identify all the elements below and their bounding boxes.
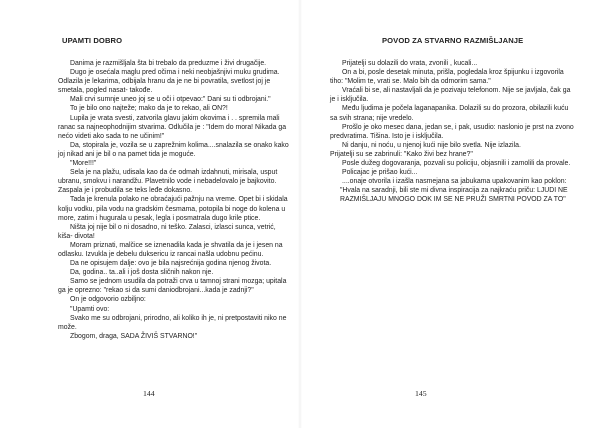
story-body (58, 59, 290, 341)
paragraph: Dugo je osećala maglu pred očima i neki neobjašnjivi muku grudima. Odlazila je lekarima, odbijala hranu da je ne bi povratila, svetlost joj je smetala, pogled nasat- takođe. (58, 69, 280, 95)
paragraph: Policajac je prišao kući... (342, 169, 418, 177)
paragraph: ....onaje otvorila i izašla nasmejana sa jabukama upakovanim kao poklon: (342, 178, 567, 186)
paragraph: Samo se jednom usudila da potraži crva u tamnoj strani mozga; upitala ga je oprezno: "rekao si da sumi daniodbrojani...kada je zadnji?" (58, 278, 287, 295)
story-body (330, 59, 576, 205)
paragraph: Danima je razmišljala šta bi trebalo da preduzme i živi drugačije. (70, 60, 267, 67)
paragraph: On je odgovorio ozbiljno: (70, 296, 146, 304)
paragraph: Svako me su odbrojani, prirodno, ali koliko ih je, ni pretpostaviti niko ne može. (58, 314, 287, 331)
paragraph: Lupila je vrata svesti, zatvorila glavu jakim okovima i . . spremila mali ranac sa najneophodnijim stvarima. Odlučila je : "Idem do mora! Nikada ga nećo videti ako sada to ne učinim!" (58, 114, 287, 140)
page-number: 144 (143, 389, 155, 398)
paragraph: To je bilo ono najteže; mako da je to rekao, ali ON?! (70, 105, 228, 113)
paragraph: "More!!!" (70, 160, 97, 168)
paragraph: Prošlo je oko mesec dana, jedan se, i pak, usudio: naslonio je prst na zvono predvratima. Tišina. Isto je i isključila. (330, 123, 574, 140)
paragraph: Među ljudima je počela laganapanika. Dolazili su do prozora, obilazili kuću sa svih strana; nije vredelo. (330, 105, 569, 122)
paragraph: Prijatelji su dolazili do vrata, zvonili , kucali... (342, 60, 478, 67)
paragraph: Sela je na plažu, udisala kao da će odmah izdahnuti, mirisala, usput ubranu, smokvu i narandžu. Plavetnilo vode i nebadelovalo je bajkovito. Zaspala je i probudila se teks leđe dokasno. (58, 169, 278, 195)
paragraph: Prijatelji su se zabrinuli: "Kako živi bez hrane?" (330, 150, 473, 158)
paragraph: Da ne opisujem dalje: ovo je bila najsrećnija godina njenog života. (70, 260, 272, 268)
right-page (300, 0, 600, 428)
paragraph: Tada je krenula polako ne obraćajući pažnju na vreme. Opet bi i skidala kolju vodku, pila vodu na gradskim česmama, potopila bi noge do kolena u more, zatim i hugurala u pesak, legla i posmatrala dugo krile ptice. (58, 196, 288, 222)
paragraph: Da, stopirala je, vozila se u zaprežnim kolima....snalazila se onako kako joj nikad ani je bil o na pamet tida je moguće. (58, 141, 289, 158)
story-title: POVOD ZA STVARNO RAZMIŠLJANJE (382, 36, 524, 45)
paragraph: Ništa joj nije bil o ni dosadno, ni teško. Zalasci, izlasci sunca, vetrić, kiša- divota! (58, 223, 276, 240)
paragraph: Da, godina.. ta..ali i još dosta sličnih nakon nje. (70, 269, 214, 277)
paragraph: Vraćali bi se, ali nastavljali da je pozivaju telefonom. Nije se javljala, čak ga je i isključila. (330, 87, 571, 104)
paragraph: Moram priznati, malčice se iznenadila kada je shvatila da je i jesen na odlasku. Izvukla je debelu duksericu iz rancai našla udobnu pećinu. (58, 241, 283, 258)
quote-paragraph: "Hvala na saradnji, bili ste mi divna inspiracija za najkraću priču: LJUDI NE RAZMIŠLJAJU MNOGO DOK IM SE NE PRUŽI SMRTNI POVOD ZA TO" (340, 187, 568, 204)
story-title: UPAMTI DOBRO (62, 36, 123, 45)
paragraph: "Upamti ovo: (70, 305, 110, 313)
paragraph: Mali crvi sumnje uneo joj se u oči i otpevao:" Dani su ti odbrojani." (70, 96, 271, 104)
paragraph: Zbogom, draga, SADA ŽIVIŠ STVARNO!" (70, 332, 198, 340)
paragraph: On a bi, posle desetak minuta, prišla, pogledala kroz špijunku i izgovorila tiho: "Molim te, vrati se. Malo bih da odmorim sama." (330, 69, 564, 86)
page-number: 145 (415, 389, 427, 398)
paragraph: Posle dužeg dogovaranja, pozvali su policiju, objasnili i zamolili da provale. (342, 160, 571, 168)
paragraph: Ni danju, ni noću, u njenoj kući nije bilo svetla. Nije izlazila. (342, 141, 521, 149)
